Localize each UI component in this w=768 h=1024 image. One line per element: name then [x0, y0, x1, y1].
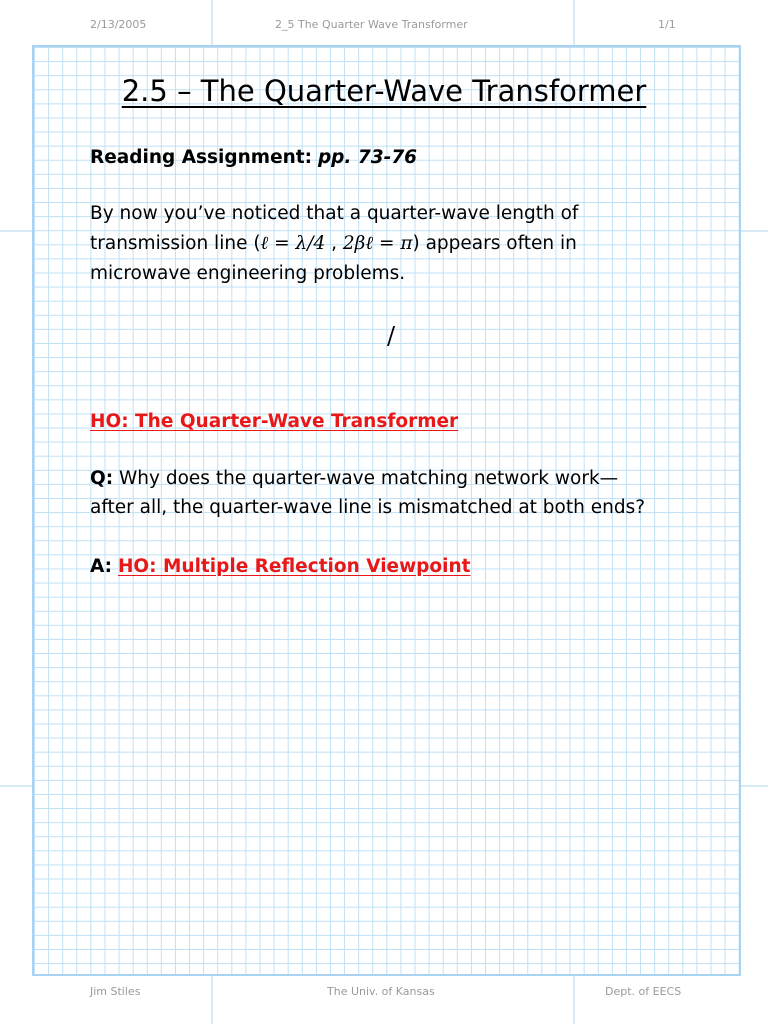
equation-separator: , [325, 233, 343, 254]
footer-author: Jim Stiles [90, 985, 141, 998]
reading-pages: pp. 73-76 [317, 147, 418, 168]
ho-quarter-wave-transformer-link[interactable]: HO: The Quarter-Wave Transformer [90, 411, 459, 432]
equation-electrical-length: 2βℓ = π [342, 233, 413, 254]
page-header [0, 18, 768, 38]
footer-institution: The Univ. of Kansas [327, 985, 435, 998]
intro-line-3: microwave engineering problems. [90, 263, 406, 284]
ho-link-container [90, 411, 458, 432]
question-line-2: after all, the quarter-wave line is mismatched at both ends? [90, 497, 646, 518]
intro-line-2-post: ) appears often in [412, 233, 577, 254]
slash-mark: / [387, 322, 396, 350]
footer-department: Dept. of EECS [605, 985, 682, 998]
page-title: 2.5 – The Quarter-Wave Transformer [121, 74, 647, 108]
reading-label: Reading Assignment: [90, 147, 313, 168]
question-line-1 [90, 468, 618, 489]
answer-line [90, 556, 470, 577]
question-text-1: Why does the quarter-wave matching network work— [113, 468, 619, 489]
header-date: 2/13/2005 [90, 18, 147, 31]
page-footer [0, 985, 768, 1005]
intro-line-2-pre: transmission line ( [90, 233, 261, 254]
header-page-number: 1/1 [658, 18, 676, 31]
question-label: Q: [90, 468, 114, 489]
ho-multiple-reflection-link[interactable]: HO: Multiple Reflection Viewpoint [117, 556, 471, 577]
header-doc-title: 2_5 The Quarter Wave Transformer [275, 18, 468, 31]
equation-quarter-length: ℓ = λ/4 [260, 233, 326, 254]
intro-line-1: By now you’ve noticed that a quarter-wave length of [90, 203, 579, 224]
reading-assignment [90, 147, 417, 168]
answer-label: A: [90, 556, 113, 577]
intro-line-2 [90, 233, 577, 255]
